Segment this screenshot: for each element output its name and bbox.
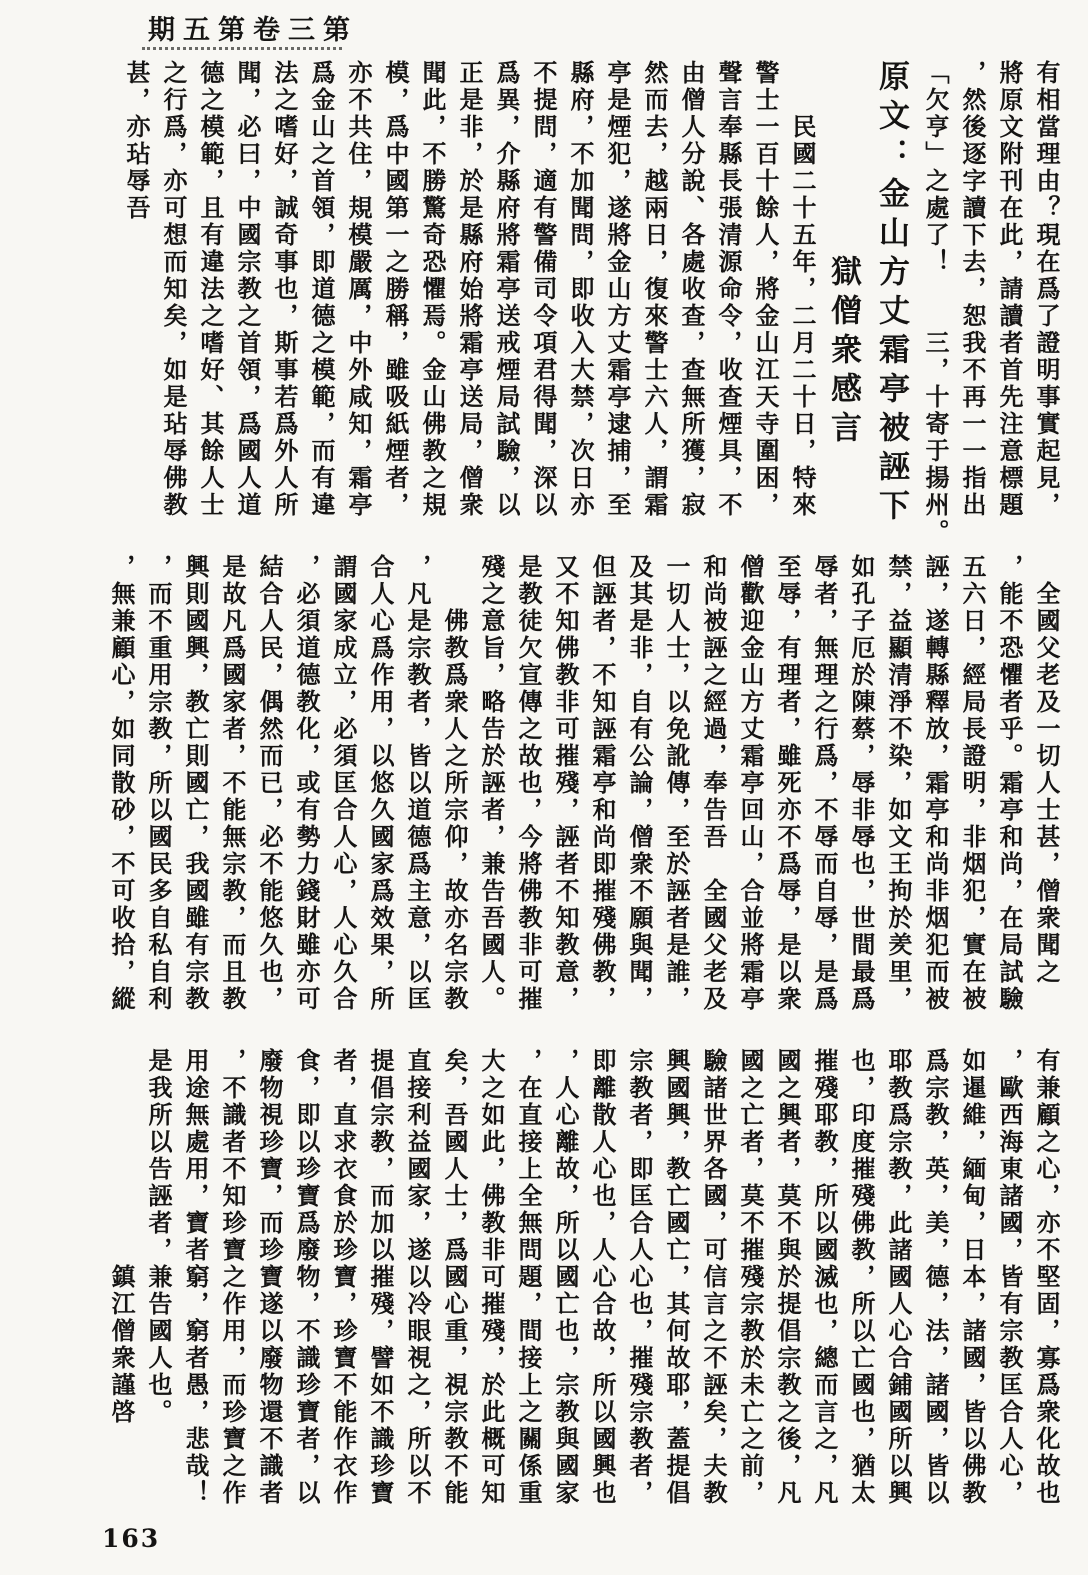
text-column: 及其是非，自有公論，僧衆不願與聞， <box>625 554 651 1013</box>
text-column: 謂國家成立，必須匡合人心，人心久合 <box>329 554 355 1013</box>
text-column: 提倡宗教，而加以摧殘，譬如不識珍寶 <box>366 1048 392 1507</box>
text-column: 至辱，有理者，雖死亦不爲辱，是以衆 <box>773 554 799 1013</box>
text-column: 正是非，於是縣府始將霜亭送局，僧衆 <box>455 60 481 519</box>
text-column: 亦不共住，規模嚴厲，中外咸知，霜亭 <box>344 60 370 519</box>
text-column: 者，直求衣食於珍寶，珍寶不能作衣作 <box>329 1048 355 1507</box>
text-column: 由僧人分說、各處收查，查無所獲，寂 <box>677 60 703 519</box>
text-column: 國之興者，莫不與於提倡宗教之後，凡 <box>773 1048 799 1507</box>
text-column: ，無兼顧心，如同散砂，不可收拾，縱 <box>107 554 133 1013</box>
text-column: 一切人士，以免訛傳，至於誣者是誰， <box>662 554 688 1013</box>
text-column: 佛教爲衆人之所宗仰，故亦名宗教 <box>440 554 466 1013</box>
text-column: 甚，亦玷辱吾 <box>122 60 148 222</box>
text-column: 結合人民，偶然而已，必不能悠久也， <box>255 554 281 1013</box>
text-column: 又不知佛教非可摧殘，誣者不知教意， <box>551 554 577 1013</box>
text-band-middle <box>55 554 1060 1044</box>
text-column: 合人心爲作用，以悠久國家爲效果，所 <box>366 554 392 1013</box>
text-column: 爲異，介縣府將霜亭送戒煙局試驗，以 <box>492 60 518 519</box>
text-column: ，不識者不知珍寶之作用，而珍寶之作 <box>218 1048 244 1507</box>
text-column: 耶教爲宗教，此諸國人心合鋪國所以興 <box>884 1048 910 1507</box>
text-column: ，人心離故，所以國亡也，宗教與國家 <box>551 1048 577 1507</box>
text-column: ，必須道德教化，或有勢力錢財雖亦可 <box>292 554 318 1013</box>
text-column: ，歐西海東諸國，皆有宗教匡合人心， <box>995 1048 1021 1507</box>
text-column: 模，爲中國第一之勝稱，雖吸紙煙者， <box>381 60 407 519</box>
text-column: 國之亡者，莫不摧殘宗教於未亡之前， <box>736 1048 762 1507</box>
text-column: 食，即以珍寶爲廢物，不識珍寶者，以 <box>292 1048 318 1507</box>
text-column: 矣，吾國人士，爲國心重，視宗教不能 <box>440 1048 466 1507</box>
text-column: 如暹維，緬甸，日本，諸國，皆以佛教 <box>958 1048 984 1507</box>
text-column: 然而去，越兩日，復來警士六人，謂霜 <box>640 60 666 519</box>
text-column: 亭是煙犯，遂將金山方丈霜亭逮捕，至 <box>603 60 629 519</box>
text-column: 「欠亨」之處了！ 三，十寄于揚州。 <box>921 60 947 546</box>
masthead-divider <box>142 47 342 50</box>
text-band-top <box>55 60 1060 550</box>
text-column: 誣，遂轉縣釋放，霜亭和尚非烟犯而被 <box>921 554 947 1013</box>
text-band-bottom <box>55 1048 1060 1538</box>
text-column: ，然後逐字讀下去，恕我不再一一指出 <box>958 60 984 519</box>
text-column: 是故凡爲國家者，不能無宗教，而且教 <box>218 554 244 1013</box>
text-column: 禁，益顯清淨不染，如文王拘於羑里， <box>884 554 910 1013</box>
text-column: 聞此，不勝驚奇恐懼焉。金山佛教之規 <box>418 60 444 519</box>
text-column: 也，印度摧殘佛教，所以亡國也，猶太 <box>847 1048 873 1507</box>
text-column: 和尚被誣之經過，奉告吾 全國父老及 <box>699 554 725 1013</box>
article-title-column: 原文：金山方丈霜亭被誣下 <box>874 60 909 528</box>
text-column: 殘之意旨，略告於誣者，兼告吾國人。 <box>477 554 503 1013</box>
text-column: 用途無處用，寶者窮，窮者愚，悲哉！ <box>181 1048 207 1507</box>
text-column: 將原文附刊在此，請讀者首先注意標題 <box>995 60 1021 519</box>
text-column: ，能不恐懼者乎。霜亭和尚，在局試驗 <box>995 554 1021 1013</box>
text-column: 民國二十五年，二月二十日，特來 <box>788 60 814 519</box>
text-column: 辱者，無理之行爲，不辱而自辱，是爲 <box>810 554 836 1013</box>
text-column: 爲宗教，英，美，德，法，諸國，皆以 <box>921 1048 947 1507</box>
text-column: 興國興，教亡國亡，其何故耶，蓋提倡 <box>662 1048 688 1507</box>
article-title-column: 獄僧衆感言 <box>826 60 861 450</box>
text-column: ，而不重用宗教，所以國民多自私自利 <box>144 554 170 1013</box>
text-column: 有相當理由？現在爲了證明事實起見， <box>1032 60 1058 519</box>
text-column: 興則國興，教亡則國亡，我國雖有宗教 <box>181 554 207 1013</box>
text-column: 驗諸世界各國，可信言之不誣矣，夫教 <box>699 1048 725 1507</box>
text-column: 即離散人心也，人心合故，所以國興也 <box>588 1048 614 1507</box>
text-column: 如孔子厄於陳蔡，辱非辱也，世間最爲 <box>847 554 873 1013</box>
text-column: 聞，必曰，中國宗教之首領，爲國人道 <box>233 60 259 519</box>
text-column: 僧歡迎金山方丈霜亭回山，合並將霜亭 <box>736 554 762 1013</box>
text-column: 全國父老及一切人士甚，僧衆聞之 <box>1032 554 1058 986</box>
issue-masthead: 期五第卷三第 <box>148 15 358 45</box>
text-column: 摧殘耶教，所以國滅也，總而言之，凡 <box>810 1048 836 1507</box>
page-number: 163 <box>102 1524 161 1553</box>
text-column: 有兼顧之心，亦不堅固，寡爲衆化故也 <box>1032 1048 1058 1507</box>
text-column: 五六日，經局長證明，非烟犯，實在被 <box>958 554 984 1013</box>
text-column: 之行爲，亦可想而知矣，如是玷辱佛教 <box>159 60 185 519</box>
text-column: 宗教者，即匡合人心也，摧殘宗教者， <box>625 1048 651 1507</box>
text-column: 警士一百十餘人，將金山江天寺圍困， <box>751 60 777 519</box>
text-column: 爲金山之首領，即道德之模範，而有違 <box>307 60 333 519</box>
text-column: ，在直接上全無問題，間接上之關係重 <box>514 1048 540 1507</box>
text-column: ，凡是宗教者，皆以道德爲主意，以匡 <box>403 554 429 1013</box>
text-column: 法之嗜好，誠奇事也，斯事若爲外人所 <box>270 60 296 519</box>
text-column: 直接利益國家，遂以冷眼視之，所以不 <box>403 1048 429 1507</box>
text-column: 不提問，適有警備司令項君得聞，深以 <box>529 60 555 519</box>
text-column: 德之模範，且有違法之嗜好、其餘人士 <box>196 60 222 519</box>
text-column: 廢物視珍寶，而珍寶遂以廢物還不識者 <box>255 1048 281 1507</box>
text-column: 縣府，不加聞問，即收入大禁，次日亦 <box>566 60 592 519</box>
text-column: 是教徒欠宣傳之故也，今將佛教非可摧 <box>514 554 540 1013</box>
text-column: 大之如此，佛教非可摧殘，於此概可知 <box>477 1048 503 1507</box>
text-column: 聲言奉縣長張清源命令，收查煙具，不 <box>714 60 740 519</box>
text-column: 鎮江僧衆謹啓 <box>107 1048 133 1426</box>
text-column: 但誣者，不知誣霜亭和尚即摧殘佛教， <box>588 554 614 1013</box>
text-column: 是我所以告誣者，兼告國人也。 <box>144 1048 170 1426</box>
